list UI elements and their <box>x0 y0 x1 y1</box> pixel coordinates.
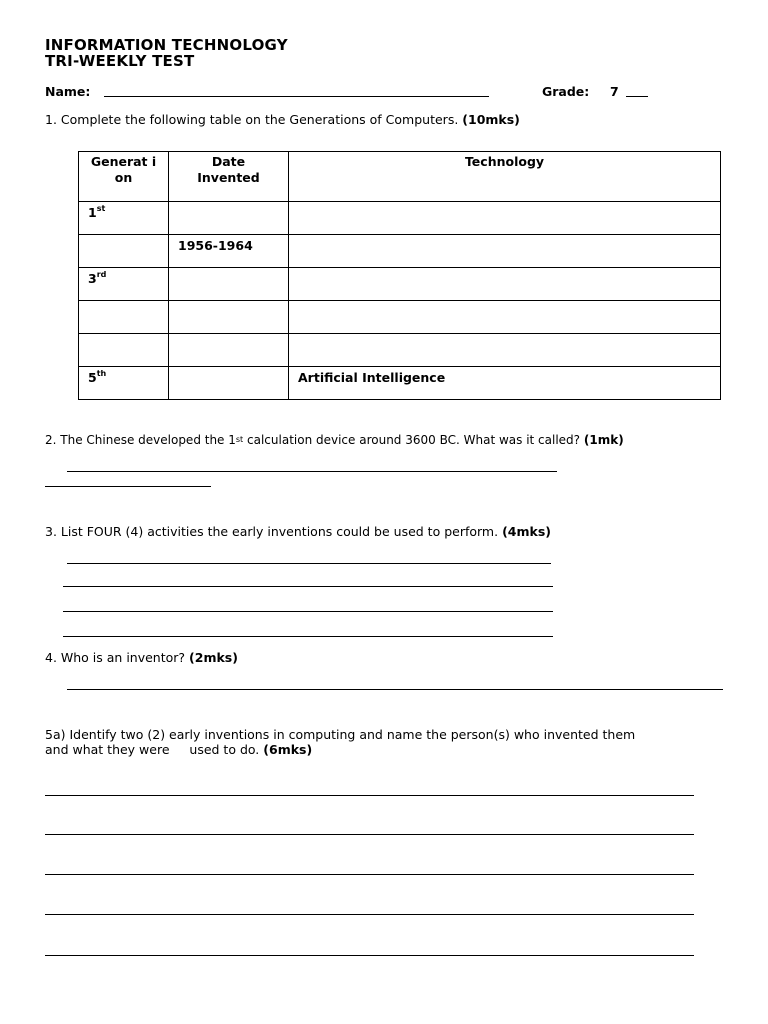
date-cell[interactable]: 1956-1964 <box>169 235 289 268</box>
date-cell[interactable] <box>169 268 289 301</box>
date-cell[interactable] <box>169 202 289 235</box>
date-cell[interactable] <box>169 301 289 334</box>
table-row <box>79 235 721 268</box>
grade-value: 7 <box>610 84 619 99</box>
question-3-marks: (4mks) <box>502 524 551 539</box>
grade-label: Grade: <box>542 84 590 99</box>
technology-cell[interactable]: Artificial Intelligence <box>289 367 721 400</box>
question-4-marks: (2mks) <box>189 650 238 665</box>
header-date-invented: Date Invented <box>169 152 289 202</box>
question-5-line-1: 5a) Identify two (2) early inventions in computing and name the person(s) who invented them <box>45 727 636 742</box>
technology-cell[interactable] <box>289 268 721 301</box>
question-4-text: 4. Who is an inventor? <box>45 650 186 665</box>
table-row <box>79 334 721 367</box>
q3-answer-line[interactable] <box>63 636 553 637</box>
generation-cell[interactable]: 5th <box>79 367 169 400</box>
question-1-text: 1. Complete the following table on the Generations of Computers. <box>45 112 459 127</box>
q5-answer-line[interactable] <box>45 834 694 835</box>
generations-table <box>78 151 721 400</box>
generation-cell[interactable]: 3rd <box>79 268 169 301</box>
generation-cell[interactable]: 1st <box>79 202 169 235</box>
generation-cell[interactable] <box>79 301 169 334</box>
q5-answer-line[interactable] <box>45 874 694 875</box>
date-cell[interactable] <box>169 367 289 400</box>
table-row <box>79 202 721 235</box>
question-2-marks: (1mk) <box>583 433 624 447</box>
grade-answer-line[interactable] <box>626 96 648 97</box>
name-answer-line[interactable] <box>104 96 489 97</box>
header-technology: Technology <box>289 152 721 202</box>
table-header-row <box>79 152 721 202</box>
table-row <box>79 268 721 301</box>
q3-answer-line[interactable] <box>63 611 553 612</box>
q5-answer-line[interactable] <box>45 914 694 915</box>
q5-answer-line[interactable] <box>45 955 694 956</box>
title-line-2: TRI-WEEKLY TEST <box>45 52 195 70</box>
question-1-marks: (10mks) <box>462 112 520 127</box>
technology-cell[interactable] <box>289 334 721 367</box>
q2-answer-line[interactable] <box>67 471 557 472</box>
q2-answer-line[interactable] <box>45 486 211 487</box>
date-cell[interactable] <box>169 334 289 367</box>
q3-answer-line[interactable] <box>67 563 551 564</box>
q5-answer-line[interactable] <box>45 795 694 796</box>
title-line-1: INFORMATION TECHNOLOGY <box>45 36 288 54</box>
question-3-text: 3. List FOUR (4) activities the early inventions could be used to perform. <box>45 524 499 539</box>
question-4 <box>45 650 238 665</box>
q3-answer-line[interactable] <box>63 586 553 587</box>
table-row <box>79 367 721 400</box>
question-5-marks: (6mks) <box>263 742 313 757</box>
header-generation: Generat ion <box>79 152 169 202</box>
technology-cell[interactable] <box>289 301 721 334</box>
generation-cell[interactable] <box>79 334 169 367</box>
question-1 <box>45 112 520 127</box>
generation-cell[interactable] <box>79 235 169 268</box>
q4-answer-line[interactable] <box>67 689 723 690</box>
question-2: 2. The Chinese developed the 1st calculation device around 3600 BC. What was it called? (1mk) <box>45 433 624 447</box>
name-label: Name: <box>45 84 91 99</box>
technology-cell[interactable] <box>289 202 721 235</box>
technology-cell[interactable] <box>289 235 721 268</box>
question-3 <box>45 524 551 539</box>
question-5-line-2: and what they were used to do. (6mks) <box>45 742 313 757</box>
table-row <box>79 301 721 334</box>
